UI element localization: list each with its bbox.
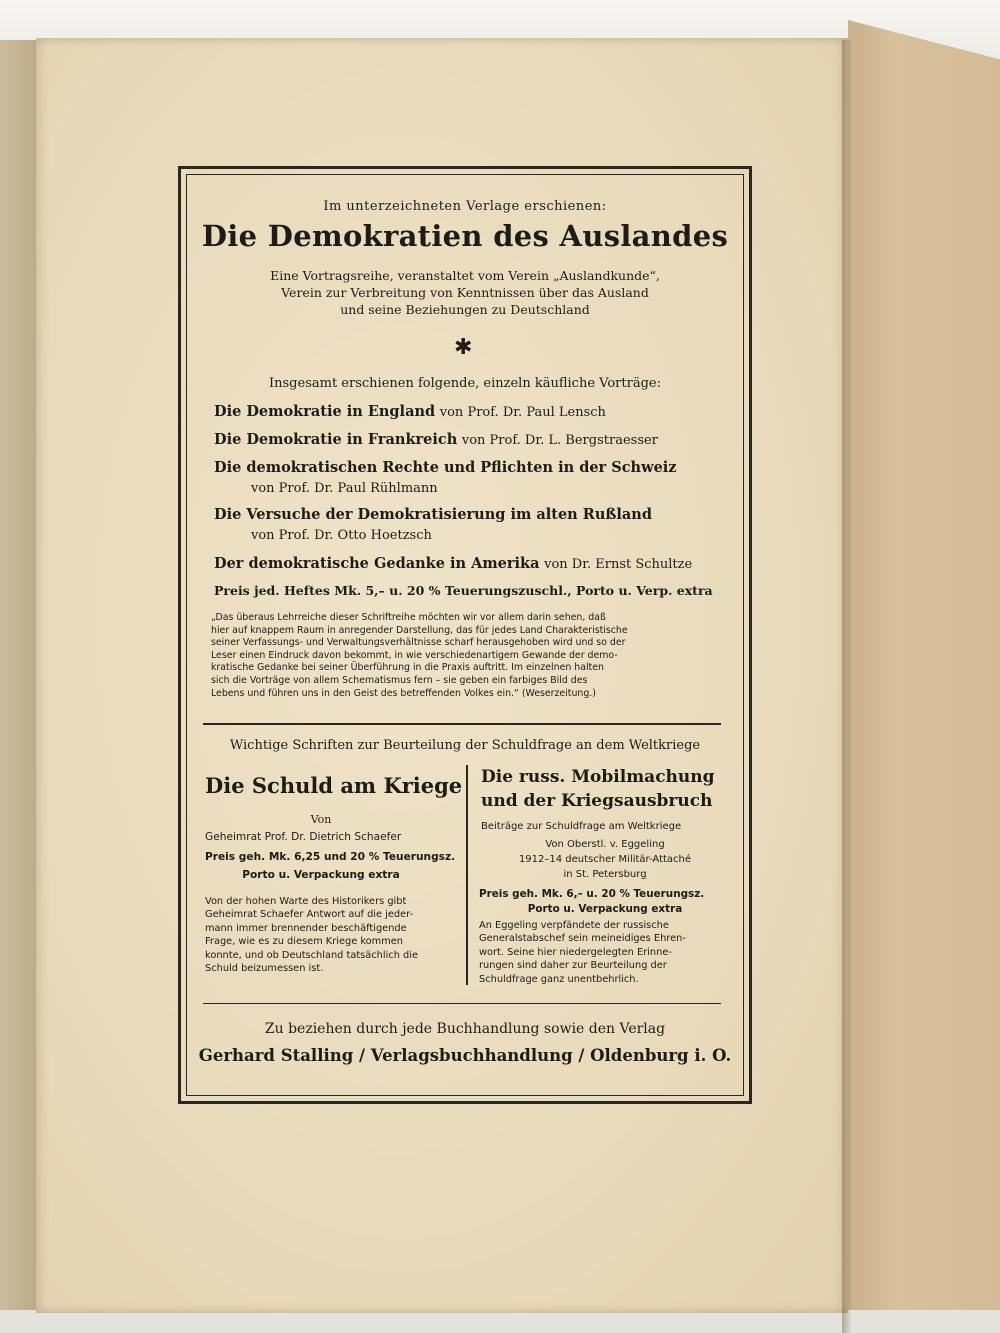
lecture-item [214, 555, 692, 572]
book-right-price: Preis geh. Mk. 6,– u. 20 % Teuerungsz. [479, 888, 705, 900]
lecture-title: Die Demokratie in Frankreich [214, 431, 458, 448]
subtitle-line-1: Eine Vortragsreihe, veranstaltet vom Verein „Auslandkunde“, [270, 268, 660, 283]
book-left-author: Geheimrat Prof. Dr. Dietrich Schaefer [205, 831, 402, 843]
footer-line: Zu beziehen durch jede Buchhandlung sowie den Verlag [264, 1021, 666, 1037]
lecture-title: Die Versuche der Demokratisierung im alten Rußland [214, 506, 652, 523]
press-review: „Das überaus Lehrreiche dieser Schriftreihe möchten wir vor allem darin sehen, daß hier auf knappem Raum in anregender Darstellung, das für jedes Land Charakteristische seiner Verfassungs- und Verwaltungsverhältnisse scharf herausgehoben wird und so der Leser einen Eindruck davon bekommt, in wie verschiedenartigem Gewande der demo- kratische Gedanke bei seiner Überführung in die Praxis auftritt. Im einzelnen halten sich die Vorträge von allem Schematismus fern – sie geben ein farbiges Bild des Lebens und führen uns in den Geist des betreffenden Volkes ein.“ (Weserzeitung.) [211, 612, 628, 699]
lecture-title: Die Demokratie in England [214, 403, 436, 420]
publisher-line: Gerhard Stalling / Verlagsbuchhandlung / Oldenburg i. O. [198, 1046, 732, 1065]
divider [203, 723, 721, 725]
lecture-item [214, 403, 606, 420]
advertisement-frame [178, 166, 752, 1104]
subtitle-line-2: Verein zur Verbreitung von Kenntnissen über das Ausland [281, 285, 649, 300]
book-left-blurb: Von der hohen Warte des Historikers gibt Geheimrat Schaefer Antwort auf die jeder- mann immer brennender beschäftigende Frage, wie es zu diesem Kriege kommen konnte, und ob Deutschland tatsächlich die Schuld beizumessen ist. [205, 896, 419, 975]
series-title: Die Demokratien des Auslandes [201, 219, 729, 253]
series-price: Preis jed. Heftes Mk. 5,– u. 20 % Teuerungszuschl., Porto u. Verp. extra [214, 583, 713, 598]
star-ornament-icon: ✱ [454, 335, 473, 360]
book-right-title-line2: und der Kriegsausbruch [481, 791, 713, 811]
book-cover-right [848, 20, 1000, 1333]
book-right-author-1: Von Oberstl. v. Eggeling [545, 839, 665, 850]
book-right-author-2: 1912–14 deutscher Militär-Attaché [518, 854, 692, 865]
lecture-item [214, 431, 658, 448]
lecture-title: Die demokratischen Rechte und Pflichten in der Schweiz [214, 459, 677, 476]
lecture-author: von Prof. Dr. Otto Hoetzsch [251, 528, 432, 543]
book-right-author-3: in St. Petersburg [563, 869, 647, 880]
section-heading: Wichtige Schriften zur Beurteilung der Schuldfrage an dem Weltkriege [229, 738, 701, 753]
lecture-author: von Prof. Dr. Paul Lensch [439, 405, 606, 420]
book-right-subtitle: Beiträge zur Schuldfrage am Weltkriege [481, 821, 682, 832]
column-divider [466, 765, 468, 985]
lecture-author: von Prof. Dr. L. Bergstraesser [461, 433, 658, 448]
book-right-title-line1: Die russ. Mobilmachung [481, 767, 715, 787]
book-left-price: Preis geh. Mk. 6,25 und 20 % Teuerungsz. [205, 851, 456, 863]
book-left-shipping: Porto u. Verpackung extra [242, 869, 400, 881]
book-right-shipping: Porto u. Verpackung extra [527, 903, 683, 915]
lecture-title: Der demokratische Gedanke in Amerika [214, 555, 540, 572]
intro-line: Im unterzeichneten Verlage erschienen: [323, 199, 607, 214]
book-left-title: Die Schuld am Kriege [205, 773, 463, 798]
list-intro: Insgesamt erschienen folgende, einzeln käufliche Vorträge: [269, 376, 661, 391]
book-edge-left [0, 40, 40, 1333]
subtitle-line-3: und seine Beziehungen zu Deutschland [340, 302, 590, 317]
divider [203, 1003, 721, 1004]
page-gutter-shadow [842, 40, 852, 1333]
lecture-author: von Dr. Ernst Schultze [544, 557, 693, 572]
book-right-blurb: An Eggeling verpfändete der russische Generalstabschef sein meineidiges Ehren- wort. Seine hier niedergelegten Erinne- rungen sind daher zur Beurteilung der Schuldfrage ganz unentbehrlich. [479, 920, 686, 985]
lecture-author: von Prof. Dr. Paul Rühlmann [251, 481, 438, 496]
book-left-von: Von [310, 813, 332, 826]
